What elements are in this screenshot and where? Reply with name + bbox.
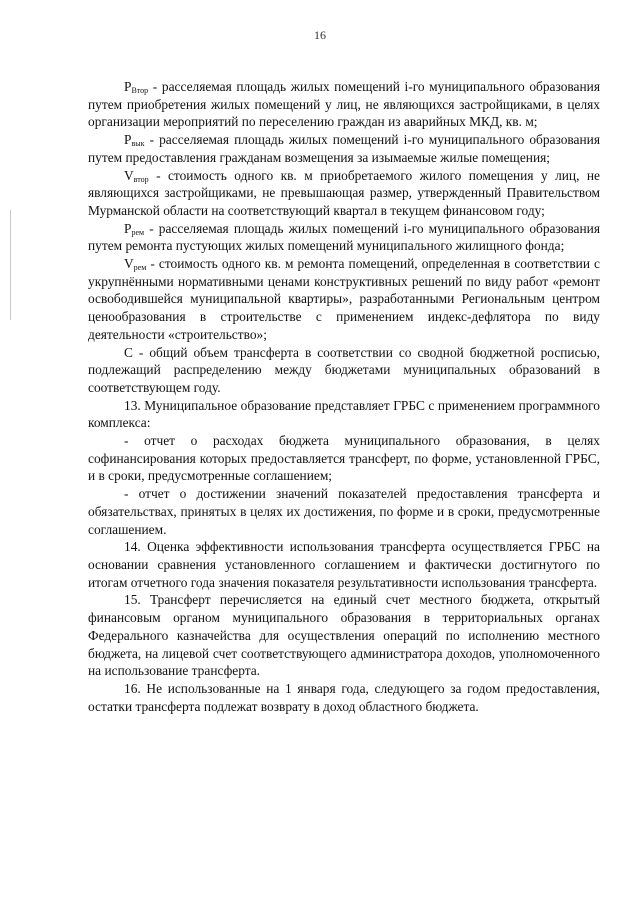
clause-15: 15. Трансферт перечисляется на единый счет местного бюджета, открытый финансовым органом муниципального образования в территориальных органах Федерального казначейства для осуществления операций по исполнению местного бюджета, на лицевой счет соответствующего администратора доходов, уполномоченного на использование трансферта.: [88, 592, 600, 679]
definition-v-rem: [88, 255, 600, 344]
symbol: P: [124, 220, 132, 236]
page-number: 16: [314, 28, 326, 42]
symbol-subscript: рем: [131, 227, 145, 237]
definition-c: С - общий объем трансферта в соответствии со сводной бюджетной росписью, подлежащий распределению между бюджетами муниципальных образований в соответствующем году.: [88, 344, 600, 395]
scan-margin-mark: [10, 210, 11, 320]
definition-v-vtor: [88, 167, 600, 220]
definition-text: - расселяемая площадь жилых помещений i-го муниципального образования путем приобретения жилых помещений у лиц, не являющихся застройщиками, в целях организации мероприятий по переселению граждан из аварийных МКД, кв. м;: [88, 79, 600, 130]
symbol-subscript: рем: [133, 263, 147, 273]
definition-text: - стоимость одного кв. м приобретаемого жилого помещения у лиц, не являющихся застройщиками, не превышающая размер, утвержденный Правительством Мурманской области на соответствующий квартал в текущем финансовом году;: [88, 167, 600, 218]
definition-text: - расселяемая площадь жилых помещений i-го муниципального образования путем предоставления гражданам возмещения за изымаемые жилые помещения;: [88, 132, 600, 165]
clause-16: 16. Не использованные на 1 января года, следующего за годом предоставления, остатки трансферта подлежат возврату в доход областного бюджета.: [88, 680, 600, 714]
symbol: V: [124, 167, 134, 183]
clause-13-item-1: - отчет о расходах бюджета муниципального образования, в целях софинансирования которых предоставляется трансферт, по форме, установленной ГРБС, и в сроки, предусмотренные соглашением;: [88, 433, 600, 484]
symbol-subscript: вык: [131, 139, 145, 149]
symbol-subscript: втор: [133, 174, 149, 184]
definition-text: - стоимость одного кв. м ремонта помещений, определенная в соответствии с укрупнёнными нормативными ценами конструктивных решений по виду работ «ремонт освободившейся муниципальной квартиры», разработанными Региональным центром ценообразования в строительстве с применением индекс-дефлятора по виду деятельности «строительство»;: [88, 256, 600, 342]
symbol-subscript: Втор: [131, 86, 149, 95]
clause-13: 13. Муниципальное образование представляет ГРБС с применением программного комплекса:: [88, 397, 600, 431]
symbol: P: [124, 132, 132, 148]
definition-p-vtor: [88, 78, 600, 131]
definition-text: - расселяемая площадь жилых помещений i-го муниципального образования путем ремонта пустующих жилых помещений муниципального жилищного фонда;: [88, 220, 600, 254]
clause-13-item-2: - отчет о достижении значений показателей предоставления трансферта и обязательствах, принятых в целях их достижения, по форме и в сроки, предусмотренные соглашением.: [88, 486, 600, 537]
definition-p-vyk: [88, 131, 600, 166]
definition-p-rem: [88, 220, 600, 255]
document-body: [88, 78, 600, 715]
symbol: V: [124, 256, 134, 272]
clause-14: 14. Оценка эффективности использования трансферта осуществляется ГРБС на основании сравнения установленного соглашением и фактически достигнутого по итогам отчетного года значения показателя результативности использования трансферта.: [88, 539, 600, 590]
symbol: P: [124, 79, 132, 94]
